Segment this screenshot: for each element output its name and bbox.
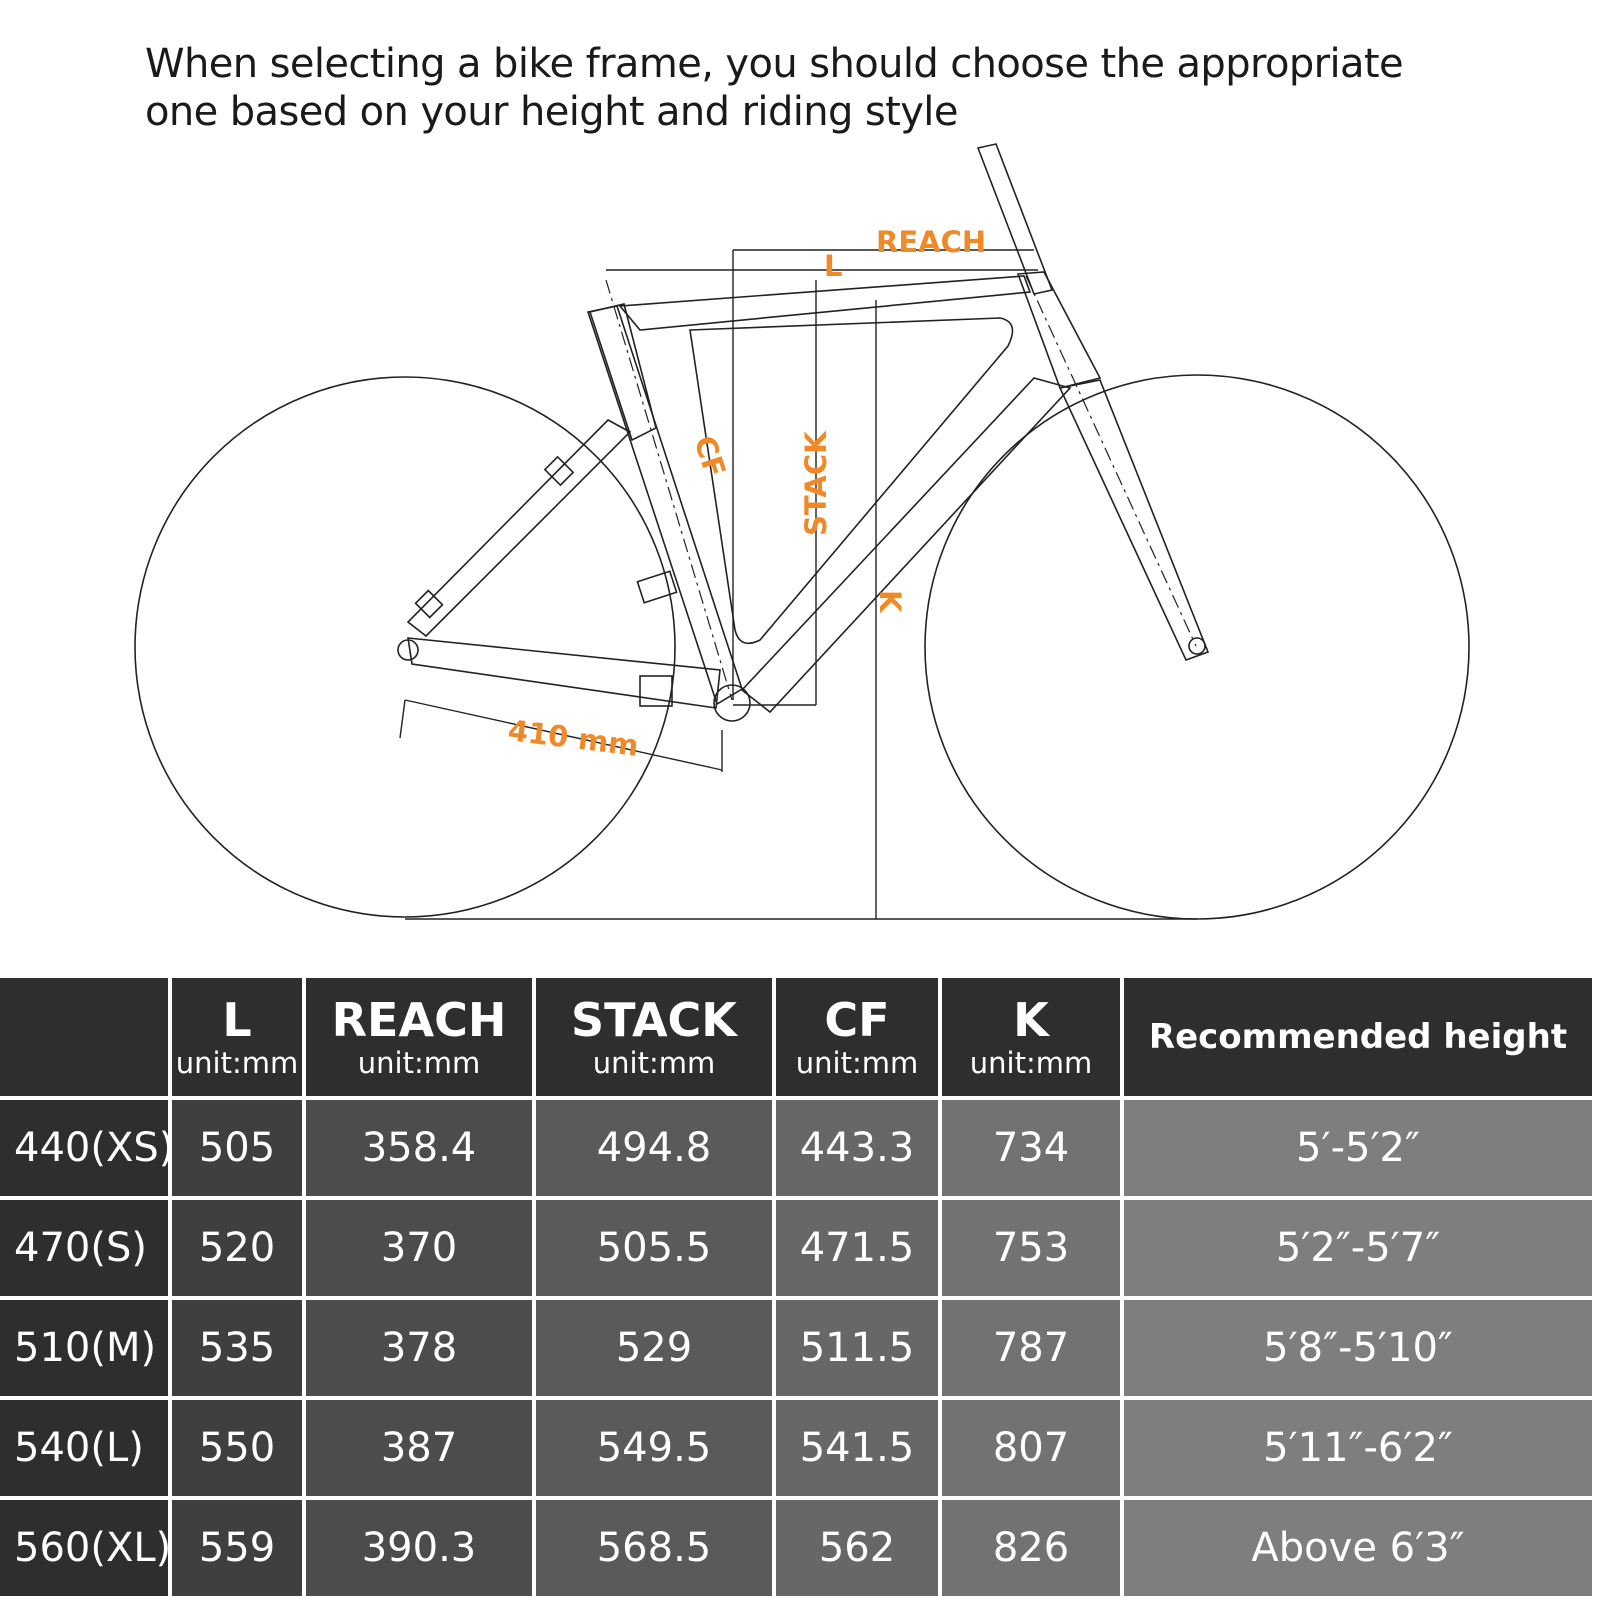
cell-l: 535 <box>172 1300 302 1396</box>
cell-reach: 387 <box>306 1400 532 1496</box>
fork <box>1060 380 1208 660</box>
cell-reach: 370 <box>306 1200 532 1296</box>
cell-reach: 378 <box>306 1300 532 1396</box>
cell-height: 5′8″-5′10″ <box>1124 1300 1592 1396</box>
cell-size: 440(XS) <box>0 1100 168 1196</box>
cell-cf: 511.5 <box>776 1300 938 1396</box>
cell-k: 807 <box>942 1400 1120 1496</box>
head-tube <box>1018 272 1100 388</box>
col-header-reach: REACH unit:mm <box>306 978 532 1096</box>
cell-cf: 541.5 <box>776 1400 938 1496</box>
cell-stack: 494.8 <box>536 1100 772 1196</box>
cell-height: 5′2″-5′7″ <box>1124 1200 1592 1296</box>
cell-l: 520 <box>172 1200 302 1296</box>
cell-stack: 549.5 <box>536 1400 772 1496</box>
cell-cf: 562 <box>776 1500 938 1596</box>
front-dropout <box>1189 638 1205 654</box>
cell-height: 5′11″-6′2″ <box>1124 1400 1592 1496</box>
cell-height: Above 6′3″ <box>1124 1500 1592 1596</box>
col-header-stack: STACK unit:mm <box>536 978 772 1096</box>
table-row <box>0 1100 1592 1196</box>
label-k: K <box>873 590 907 613</box>
cell-stack: 529 <box>536 1300 772 1396</box>
label-stack: STACK <box>799 431 833 536</box>
cell-cf: 443.3 <box>776 1100 938 1196</box>
table-row <box>0 1300 1592 1396</box>
table-row <box>0 1400 1592 1496</box>
cell-cf: 471.5 <box>776 1200 938 1296</box>
cell-size: 560(XL) <box>0 1500 168 1596</box>
intro-text: When selecting a bike frame, you should choose the appropriate one based on your height and riding style <box>145 41 1403 135</box>
cell-k: 734 <box>942 1100 1120 1196</box>
rear-wheel <box>135 377 675 917</box>
col-header-cf: CF unit:mm <box>776 978 938 1096</box>
label-chainstay: 410 mm <box>506 713 641 763</box>
cell-size: 540(L) <box>0 1400 168 1496</box>
col-header-l: L unit:mm <box>172 978 302 1096</box>
cell-l: 550 <box>172 1400 302 1496</box>
col-header-k: K unit:mm <box>942 978 1120 1096</box>
cell-stack: 568.5 <box>536 1500 772 1596</box>
cell-reach: 358.4 <box>306 1100 532 1196</box>
cell-k: 753 <box>942 1200 1120 1296</box>
cell-height: 5′-5′2″ <box>1124 1100 1592 1196</box>
col-header-height: Recommended height <box>1124 978 1592 1096</box>
frame-window <box>690 318 1013 643</box>
table-row <box>0 1200 1592 1296</box>
cell-k: 787 <box>942 1300 1120 1396</box>
col-header-size <box>0 978 168 1096</box>
bike-geometry-diagram <box>0 130 1600 930</box>
cell-l: 505 <box>172 1100 302 1196</box>
cell-stack: 505.5 <box>536 1200 772 1296</box>
cell-k: 826 <box>942 1500 1120 1596</box>
down-tube <box>742 378 1070 712</box>
label-cf: CF <box>687 431 733 482</box>
seat-tube <box>588 306 742 704</box>
size-table <box>0 974 1596 1600</box>
cell-l: 559 <box>172 1500 302 1596</box>
table-header-row <box>0 978 1592 1096</box>
table-row <box>0 1500 1592 1596</box>
cell-size: 510(M) <box>0 1300 168 1396</box>
cell-size: 470(S) <box>0 1200 168 1296</box>
label-reach: REACH <box>876 225 987 259</box>
top-tube <box>620 276 1030 330</box>
cell-reach: 390.3 <box>306 1500 532 1596</box>
label-l: L <box>824 249 843 283</box>
